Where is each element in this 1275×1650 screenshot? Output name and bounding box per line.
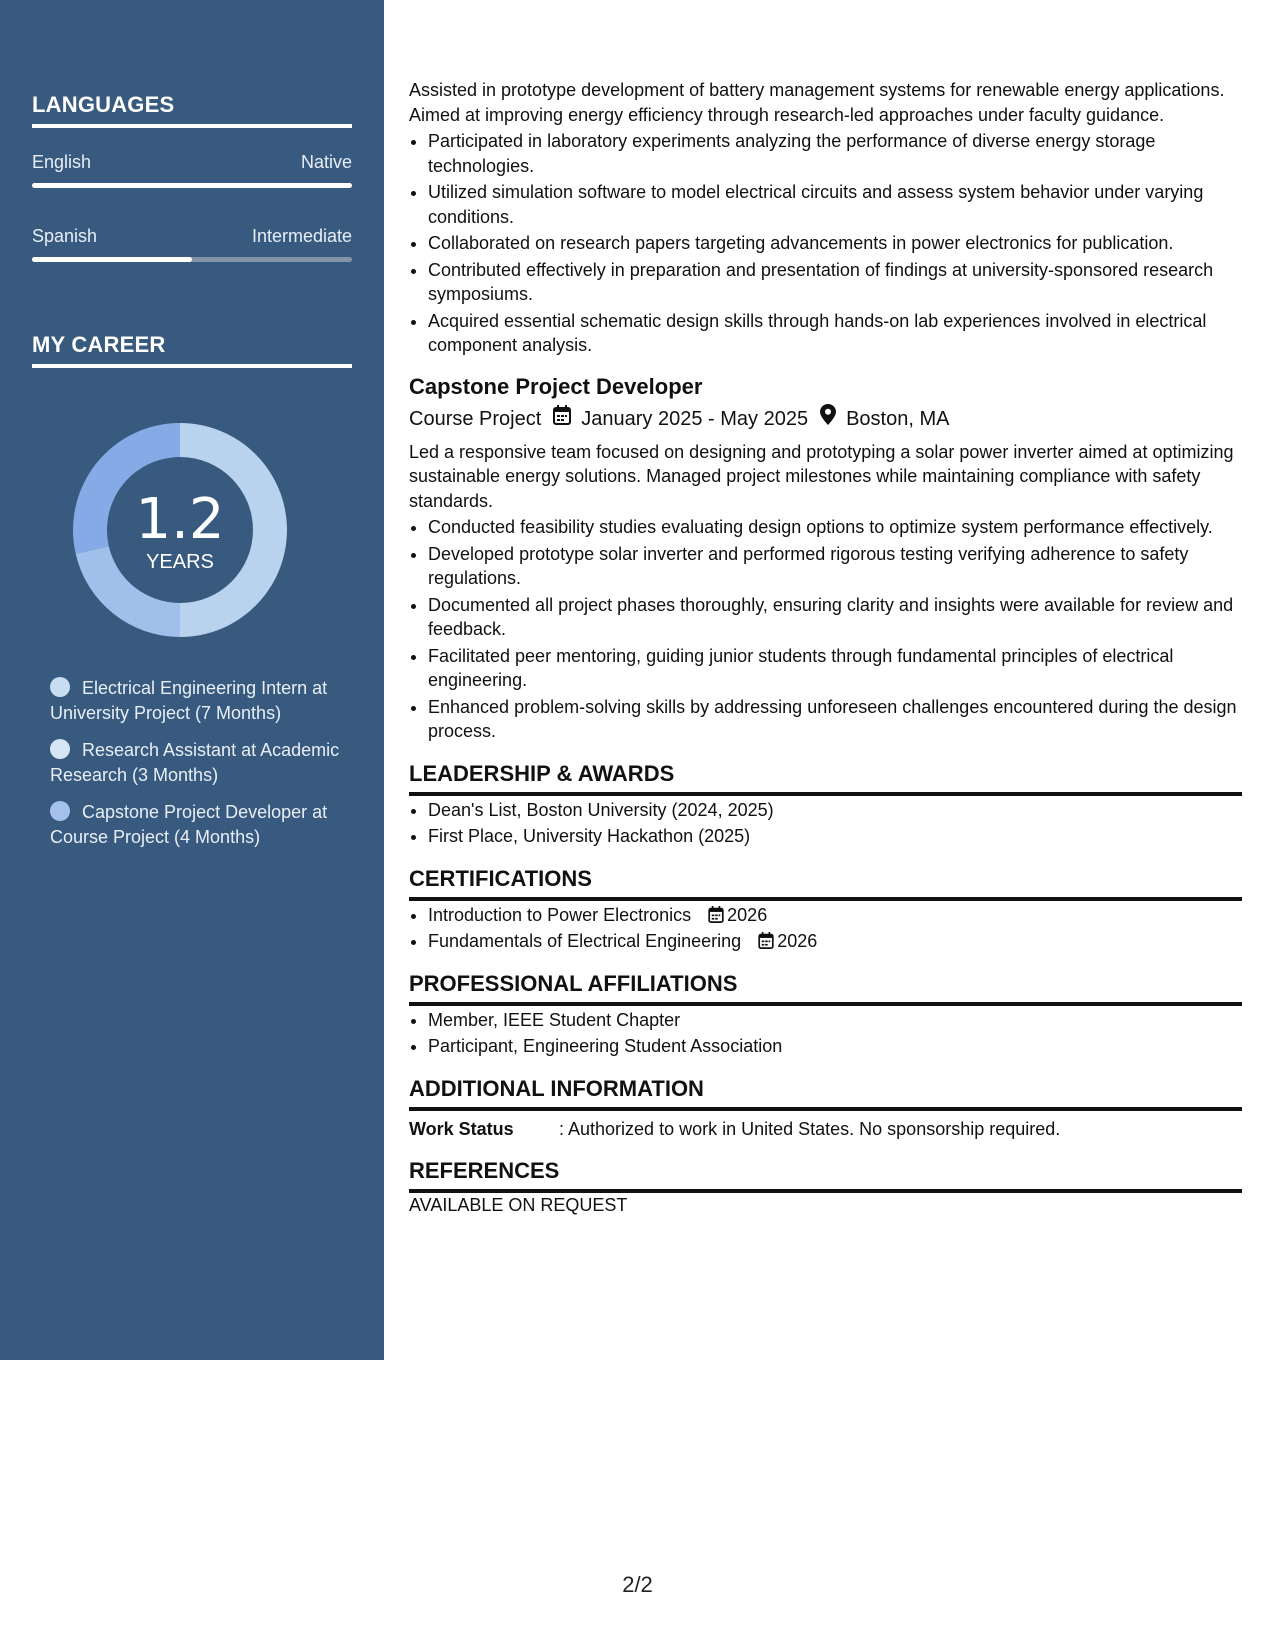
languages-heading: LANGUAGES <box>32 92 352 128</box>
language-proficiency-fill <box>32 183 352 188</box>
awards-heading: LEADERSHIP & AWARDS <box>409 760 1242 796</box>
language-item <box>32 152 352 188</box>
certification-year: 2026 <box>727 904 768 925</box>
career-heading: MY CAREER <box>32 332 352 368</box>
career-donut-chart <box>66 416 294 644</box>
affiliation-item: • Member, IEEE Student Chapter <box>428 1008 1242 1033</box>
legend-dot-icon <box>50 677 70 697</box>
sidebar <box>0 0 384 1360</box>
calendar-icon <box>553 404 571 434</box>
awards-list <box>409 798 1242 849</box>
bullet-item: • Contributed effectively in preparation and presentation of findings at university-sponsored research symposiums. <box>428 258 1242 307</box>
career-total-years: 1.2 <box>135 487 225 552</box>
page-number: 2/2 <box>622 1572 653 1597</box>
bullet-item: • Documented all project phases thoroughly, ensuring clarity and insights were available for review and feedback. <box>428 593 1242 642</box>
bullet-item: • Acquired essential schematic design skills through hands-on lab experiences involved in electrical component analysis. <box>428 309 1242 358</box>
job-title: Capstone Project Developer <box>409 373 703 399</box>
career-legend-item <box>50 800 340 850</box>
references-heading: REFERENCES <box>409 1157 1242 1193</box>
language-name: English <box>32 152 92 172</box>
career-legend-item <box>50 738 340 788</box>
certifications-list <box>409 903 1242 954</box>
affiliations-list <box>409 1008 1242 1059</box>
job-meta <box>409 404 1242 434</box>
work-status-label: Work Status <box>409 1118 514 1139</box>
language-name: Spanish <box>32 226 98 246</box>
certifications-heading: CERTIFICATIONS <box>409 865 1242 901</box>
job-description: Led a responsive team focused on designing and prototyping a solar power inverter aimed at optimizing sustainable energy solutions. Managed project milestones while maintaining compliance with safety standards. <box>409 441 1234 511</box>
legend-dot-icon <box>50 801 70 821</box>
work-status-value: : Authorized to work in United States. No sponsorship required. <box>559 1118 1061 1139</box>
experience-bullets <box>409 129 1242 358</box>
main-content <box>409 78 1242 1218</box>
calendar-icon <box>708 906 724 923</box>
career-legend-label: Capstone Project Developer at Course Project (4 Months) <box>50 802 328 847</box>
language-proficiency-bar <box>32 257 352 262</box>
calendar-icon <box>758 932 774 949</box>
legend-dot-icon <box>50 739 70 759</box>
bullet-item: • Enhanced problem-solving skills by addressing unforeseen challenges encountered during the design process. <box>428 695 1242 744</box>
additional-info-heading: ADDITIONAL INFORMATION <box>409 1075 1242 1111</box>
career-years-unit: YEARS <box>146 551 214 573</box>
certification-name: Introduction to Power Electronics <box>428 904 692 925</box>
language-level: Intermediate <box>251 226 352 246</box>
bullet-item: • Developed prototype solar inverter and performed rigorous testing verifying adherence to safety regulations. <box>428 542 1242 591</box>
language-proficiency-bar <box>32 183 352 188</box>
career-legend-label: Research Assistant at Academic Research (3 Months) <box>50 740 340 785</box>
career-legend <box>50 676 340 862</box>
bullet-item: • Conducted feasibility studies evaluating design options to optimize system performance effectively. <box>428 515 1242 540</box>
experience-intro: Assisted in prototype development of battery management systems for renewable energy applications. Aimed at improving energy efficiency through research-led approaches under faculty guidance. <box>409 80 1225 125</box>
map-pin-icon <box>820 404 836 434</box>
certification-date <box>758 931 817 951</box>
job-dates: January 2025 - May 2025 <box>581 407 809 430</box>
language-level: Native <box>300 152 352 172</box>
job-bullets <box>409 515 1242 744</box>
certification-name: Fundamentals of Electrical Engineering <box>428 931 742 951</box>
certification-year: 2026 <box>777 931 818 951</box>
career-section <box>32 332 352 368</box>
languages-section <box>32 92 352 262</box>
bullet-item: • Participated in laboratory experiments analyzing the performance of diverse energy storage technologies. <box>428 129 1242 178</box>
affiliation-item: • Participant, Engineering Student Association <box>428 1034 1242 1059</box>
bullet-item: • Facilitated peer mentoring, guiding junior students through fundamental principles of electrical engineering. <box>428 644 1242 693</box>
work-status-row <box>409 1117 1242 1142</box>
certification-item <box>428 903 1242 928</box>
award-item: • Dean's List, Boston University (2024, 2025) <box>428 798 1242 823</box>
certification-date <box>708 905 767 925</box>
bullet-item: • Utilized simulation software to model electrical circuits and assess system behavior under varying conditions. <box>428 180 1242 229</box>
references-text: AVAILABLE ON REQUEST <box>409 1195 628 1215</box>
language-item <box>32 226 352 262</box>
award-item: • First Place, University Hackathon (2025) <box>428 824 1242 849</box>
bullet-item: • Collaborated on research papers targeting advancements in power electronics for publication. <box>428 231 1242 256</box>
certification-item <box>428 929 1242 954</box>
language-proficiency-fill <box>32 257 192 262</box>
job-org: Course Project <box>409 407 542 430</box>
career-legend-item <box>50 676 340 726</box>
affiliations-heading: PROFESSIONAL AFFILIATIONS <box>409 970 1242 1006</box>
career-legend-label: Electrical Engineering Intern at University Project (7 Months) <box>50 678 328 723</box>
job-location: Boston, MA <box>846 407 950 430</box>
